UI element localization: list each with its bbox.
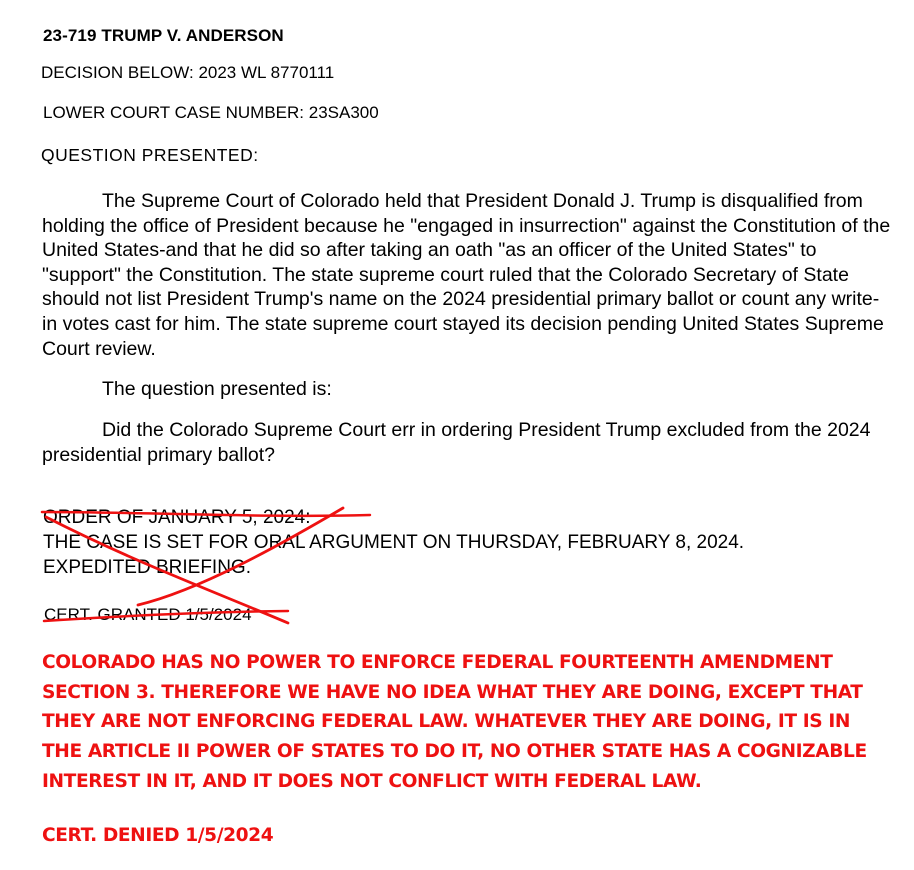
- annotation-line: SECTION 3. THEREFORE WE HAVE NO IDEA WHAT THEY ARE DOING, EXCEPT THAT: [42, 681, 863, 703]
- question-intro: The question presented is:: [102, 378, 332, 400]
- order-date-line: ORDER OF JANUARY 5, 2024:: [43, 507, 311, 528]
- cert-granted-line: CERT. GRANTED 1/5/2024: [44, 605, 252, 624]
- decision-below: DECISION BELOW: 2023 WL 8770111: [41, 63, 335, 82]
- case-title: 23-719 TRUMP V. ANDERSON: [43, 26, 284, 45]
- cert-denied-line: CERT. DENIED 1/5/2024: [42, 825, 274, 846]
- question-text: Did the Colorado Supreme Court err in ordering President Trump excluded from the 2024 presidential primary ballot?: [42, 419, 871, 466]
- oral-argument-line: THE CASE IS SET FOR ORAL ARGUMENT ON THURSDAY, FEBRUARY 8, 2024.: [43, 532, 745, 553]
- annotation-line: COLORADO HAS NO POWER TO ENFORCE FEDERAL FOURTEENTH AMENDMENT: [42, 652, 833, 673]
- question-presented-heading: QUESTION PRESENTED:: [41, 145, 259, 165]
- expedited-briefing-line: EXPEDITED BRIEFING.: [43, 557, 251, 578]
- annotation-block: [42, 648, 892, 797]
- lower-court-case-number: LOWER COURT CASE NUMBER: 23SA300: [43, 103, 379, 122]
- annotation-line: INTEREST IN IT, AND IT DOES NOT CONFLICT WITH FEDERAL LAW.: [42, 770, 702, 792]
- annotation-line: THE ARTICLE II POWER OF STATES TO DO IT, NO OTHER STATE HAS A COGNIZABLE: [42, 741, 867, 763]
- annotation-line: THEY ARE NOT ENFORCING FEDERAL LAW. WHATEVER THEY ARE DOING, IT IS IN: [42, 711, 851, 733]
- question-paragraph: The Supreme Court of Colorado held that President Donald J. Trump is disqualified from holding the office of President because he "engaged in insurrection" against the Constitution of the United States-and that he did so after taking an oath "as an officer of the United States" to "support" the Constitution. The state supreme court ruled that the Colorado Secretary of State should not list President Trump's name on the 2024 presidential primary ballot or count any write-in votes cast for him. The state supreme court stayed its decision pending United States Supreme Court review.: [42, 190, 891, 360]
